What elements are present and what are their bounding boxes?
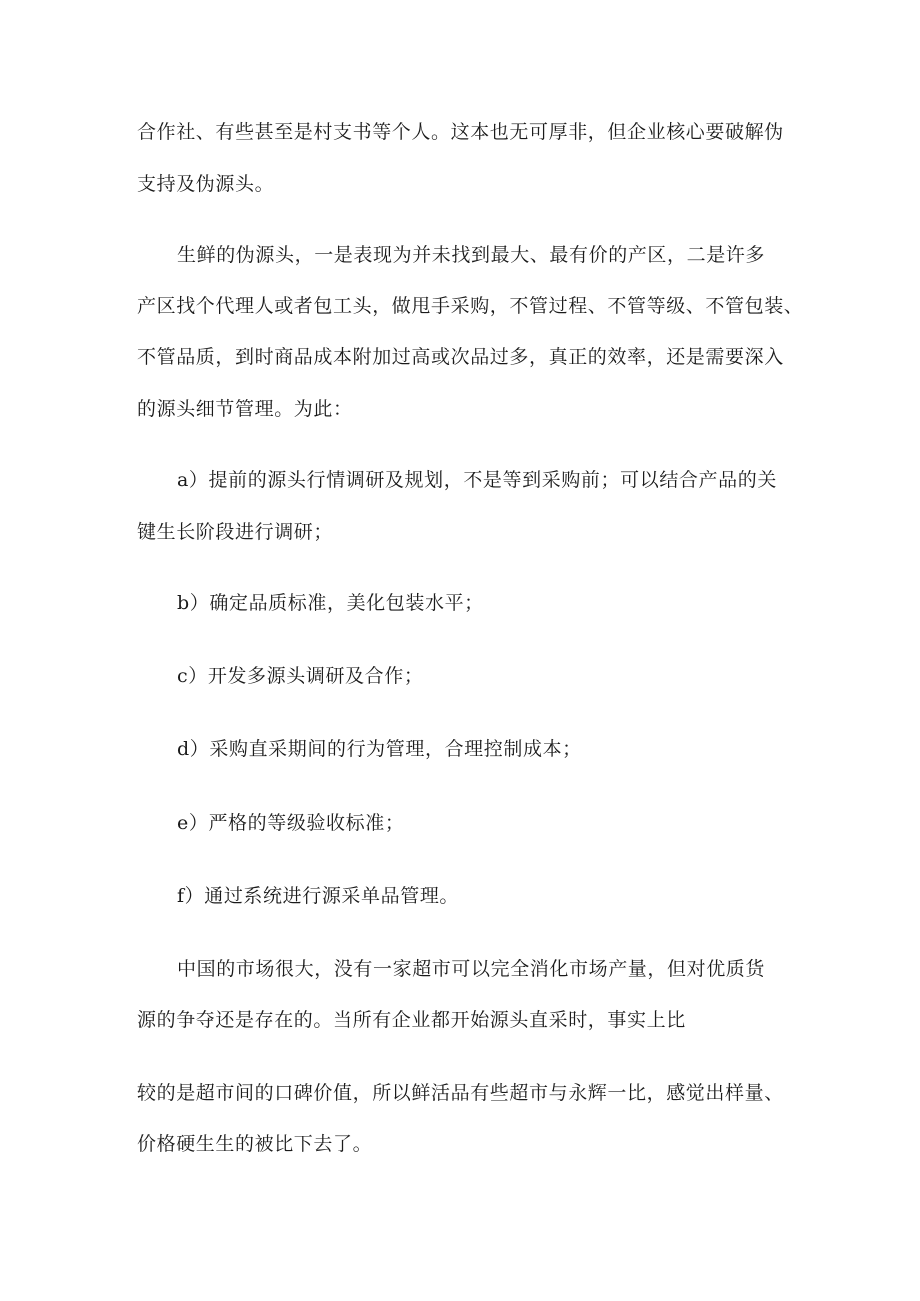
text-line: 合作社、有些甚至是村支书等个人。这本也无可厚非，但企业核心要破解伪 bbox=[137, 121, 784, 143]
list-item-d: d）采购直采期间的行为管理，合理控制成本； bbox=[177, 738, 582, 760]
text-line: 的源头细节管理。为此： bbox=[137, 398, 353, 420]
text-line: 源的争夺还是存在的。当所有企业都开始源头直采时，事实上比 bbox=[137, 1009, 686, 1031]
list-item-b: b）确定品质标准，美化包装水平； bbox=[177, 592, 484, 614]
text-line: 不管品质，到时商品成本附加过高或次品过多，真正的效率，还是需要深入 bbox=[137, 346, 784, 368]
text-line: 支持及伪源头。 bbox=[137, 173, 275, 195]
list-item-a: a）提前的源头行情调研及规划，不是等到采购前；可以结合产品的关 bbox=[177, 469, 777, 491]
text-line: 较的是超市间的口碑价值，所以鲜活品有些超市与永辉一比，感觉出样量、 bbox=[137, 1082, 784, 1104]
list-item-c: c）开发多源头调研及合作； bbox=[177, 665, 424, 687]
text-line: 价格硬生生的被比下去了。 bbox=[137, 1133, 373, 1155]
paragraph-line: 生鲜的伪源头，一是表现为并未找到最大、最有价的产区，二是许多 bbox=[177, 244, 766, 266]
text-line: 产区找个代理人或者包工头，做甩手采购，不管过程、不管等级、不管包装、 bbox=[137, 295, 804, 317]
paragraph-line: 中国的市场很大，没有一家超市可以完全消化市场产量，但对优质货 bbox=[177, 958, 766, 980]
list-item-f: f）通过系统进行源采单品管理。 bbox=[177, 885, 460, 907]
list-item-e: e）严格的等级验收标准； bbox=[177, 812, 405, 834]
text-line: 键生长阶段进行调研； bbox=[137, 521, 334, 543]
